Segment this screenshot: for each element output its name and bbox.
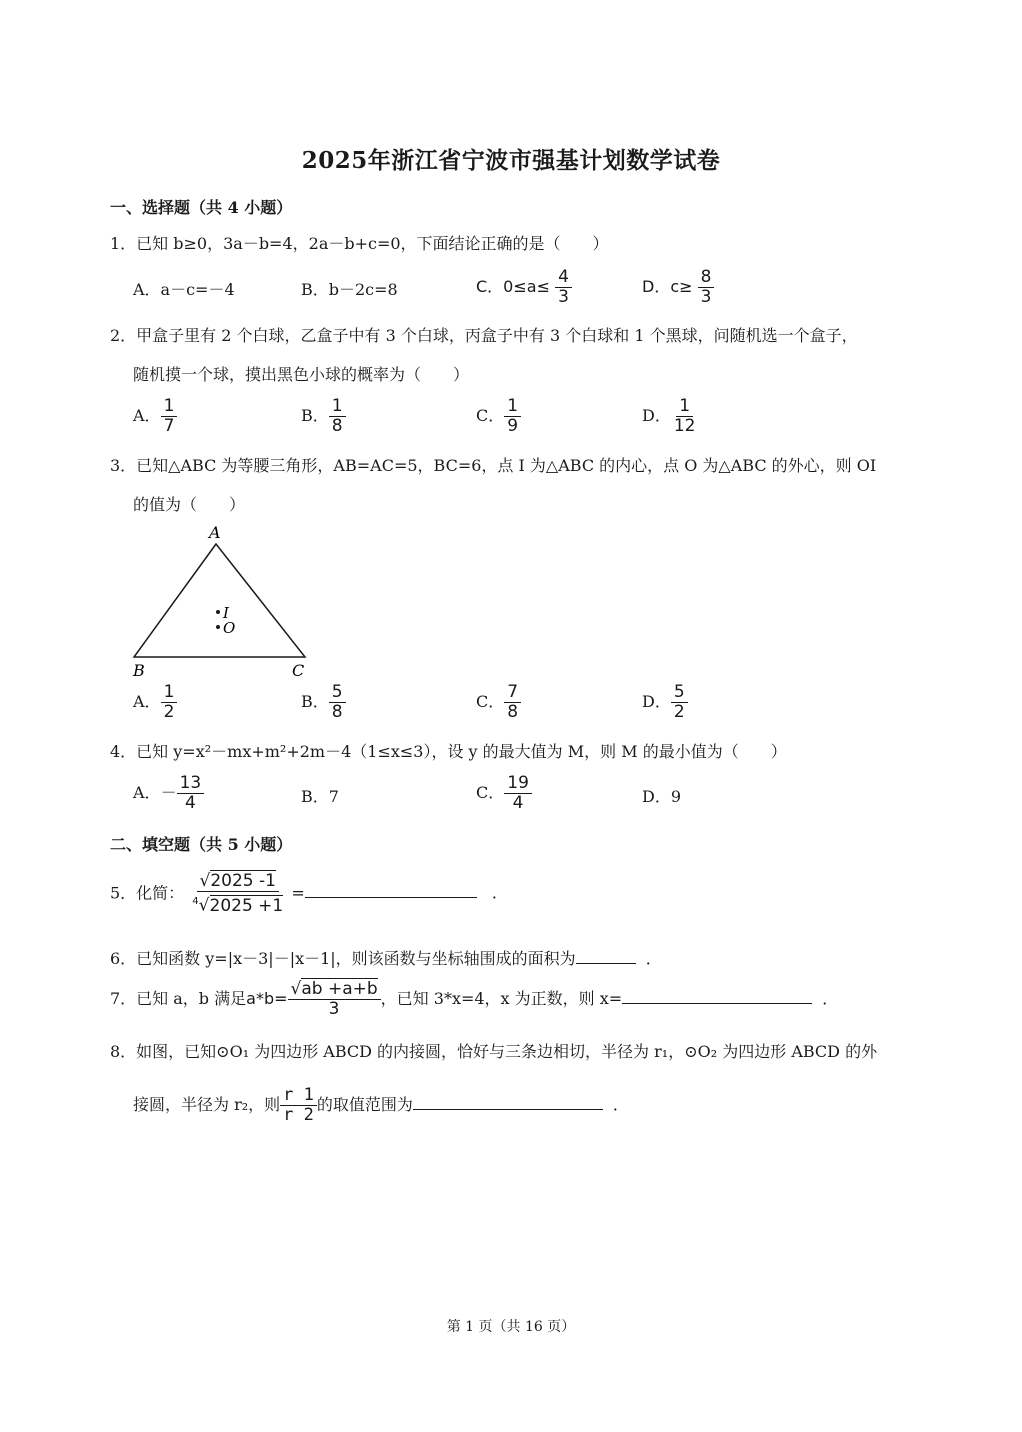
question-4-stem: 4．已知 y=x²－mx+m²+2m－4（1≤x≤3），设 y 的最大值为 M，则 M 的最小值为（ ） [110,742,787,761]
q1-option-c-lead: C．0≤a≤ [476,277,550,296]
question-8-line-1: 8．如图，已知⊙O₁ 为四边形 ABCD 的内接圆，恰好与三条边相切，半径为 r₁，⊙O₂ 为四边形 ABCD 的外 [110,1042,878,1061]
q1-option-d [642,268,714,307]
question-8-line-2: 接圆，半径为 r₂，则 $\frac{r 1}{r 2}$ 的取值范围为 ． [133,1085,629,1125]
q8-fraction: $\frac{r 1}{r 2}$ [280,1086,317,1125]
triangle-figure [125,520,325,685]
q8-answer-blank [413,1109,603,1110]
q1-option-c-fraction: $\frac{4}{3}$ [555,268,572,307]
vertex-label-a: A [209,523,221,542]
question-3-line-2: 的值为（ ） [133,495,246,514]
incenter-label: I [223,604,229,622]
question-5: 5．化简： $\frac{√2025 -1}{^4√2025 +1}$ = ． [110,871,508,916]
q6-answer-blank [576,963,636,964]
question-2-line-2: 随机摸一个球，摸出黑色小球的概率为（ ） [133,365,470,384]
circumcenter-label: O [223,619,236,637]
question-1-stem: 1．已知 b≥0，3a－b=4，2a－b+c=0，下面结论正确的是（ ） [110,234,609,253]
q1-option-d-fraction: $\frac{8}{3}$ [698,268,715,307]
q7-answer-blank [622,1003,812,1004]
q2-option-a: A． $\frac{1}{7}$ [133,397,177,436]
q2-option-b: B． $\frac{1}{8}$ [301,397,346,436]
q4-option-b: B．7 [301,787,339,806]
q2-option-d: D． $\frac{1}{12}$ [642,396,696,436]
section-heading-choice: 一、选择题（共 4 小题） [110,198,293,217]
triangle-abc [134,544,305,657]
q5-answer-blank [305,897,477,898]
vertex-label-c: C [292,661,305,680]
q5-lead: 5．化简： [110,883,185,903]
vertex-label-b: B [133,661,145,680]
q3-option-c: C． $\frac{7}{8}$ [476,683,521,722]
question-7: 7．已知 a，b 满足a*b= $\frac{√ab +a+b}{3}$ ，已知 3*x=4，x 为正数，则 x= ． [110,979,839,1019]
question-3-line-1: 3．已知△ABC 为等腰三角形，AB=AC=5，BC=6，点 I 为△ABC 的内心，点 O 为△ABC 的外心，则 OI [110,456,877,475]
q3-option-a: A． $\frac{1}{2}$ [133,683,177,722]
q2-option-c: C． $\frac{1}{9}$ [476,397,521,436]
q1-option-a: A．a－c=－4 [133,280,235,299]
q4-option-c: C． $\frac{19}{4}$ [476,774,532,813]
q5-fraction: $\frac{√2025 -1}{^4√2025 +1}$ [192,871,284,916]
page-title: 2025年浙江省宁波市强基计划数学试卷 [301,147,721,174]
q4-option-a: A．－ $\frac{13}{4}$ [133,774,204,813]
q3-option-d: D． $\frac{5}{2}$ [642,683,688,722]
q1-option-b: B．b－2c=8 [301,280,398,299]
q3-option-b: B． $\frac{5}{8}$ [301,683,346,722]
page-footer: 第 1 页（共 16 页） [446,1319,576,1335]
section-heading-fill: 二、填空题（共 5 小题） [110,835,293,854]
q1-option-c [476,268,572,307]
question-2-line-1: 2．甲盒子里有 2 个白球，乙盒子中有 3 个白球，丙盒子中有 3 个白球和 1 个黑球，问随机选一个盒子， [110,326,858,345]
q1-option-d-lead: D．c≥ [642,277,693,296]
q7-fraction: $\frac{√ab +a+b}{3}$ [288,980,381,1019]
q4-option-d: D．9 [642,787,682,806]
question-6: 6．已知函数 y=|x－3|－|x－1|，则该函数与坐标轴围成的面积为 ． [110,949,662,968]
incenter-point [216,610,220,614]
circumcenter-point [216,625,220,629]
